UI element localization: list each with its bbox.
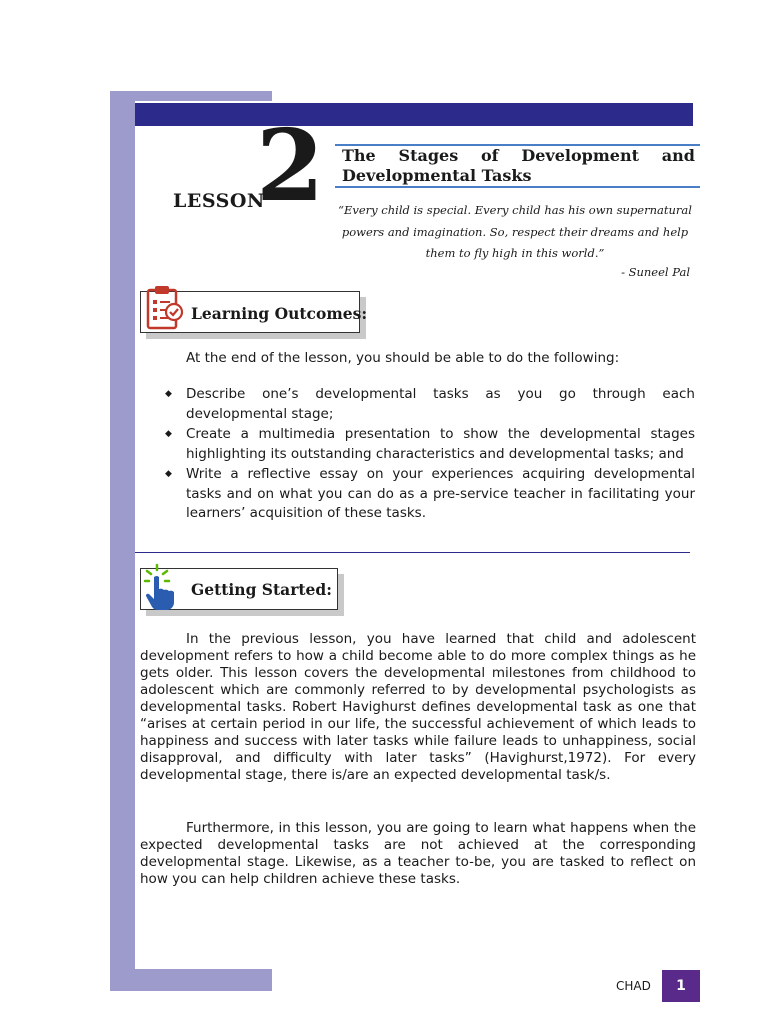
body-paragraph: In the previous lesson, you have learned that child and adolescent development refers to how a child become able to do more complex things as he gets older. This lesson covers the developmental milestones from childhood to adolescent which are commonly referred to by developmental psychologists as developmental tasks. Robert Havighurst defines developmental task as one that “arises at certain period in our life, the successful achievement of which leads to happiness and success with later tasks while failure leads to unhappiness, social disapproval, and difficulty with later tasks” (Havighurst,1972). For every developmental stage, there is/are an expected developmental task/s. [140,631,696,783]
title-line-2: Developmental Tasks [342,166,532,185]
title-word: Stages [398,146,459,165]
body-paragraph: Furthermore, in this lesson, you are going to learn what happens when the expected developmental tasks are not achieved at the corresponding developmental stage. Likewise, as a teacher to-be, you are tasked to reflect on how you can help children achieve these tasks. [140,820,696,887]
lesson-title [342,146,695,186]
outcomes-list [165,385,695,525]
title-word: The [342,146,376,165]
footer-label: CHAD [616,979,651,993]
title-word: Development [521,146,639,165]
title-rule-bottom [335,186,700,188]
list-item: ◆ Describe one’s developmental tasks as you go through each developmental stage; [165,385,695,424]
list-item: ◆ Write a reflective essay on your experiences acquiring developmental tasks and on what you can do as a pre-service teacher in facilitating your learners’ acquisition of these tasks. [165,465,695,524]
list-item: ◆ Create a multimedia presentation to show the developmental stages highlighting its outstanding characteristics and developmental tasks; and [165,425,695,464]
clipboard-checklist-icon [144,284,184,336]
epigraph-quote: “Every child is special. Every child has his own supernatural powers and imagination. So, respect their dreams and help them to fly high in this world.” [338,203,692,260]
title-word: and [661,146,695,165]
section-divider [135,552,690,553]
lesson-number: 2 [256,109,325,224]
pointing-hand-icon [143,563,185,615]
header-bar [135,103,693,126]
title-word: of [481,146,499,165]
quote-author: - Suneel Pal [621,265,690,279]
learning-outcomes-heading: Learning Outcomes: [191,304,368,323]
getting-started-heading: Getting Started: [191,580,332,599]
lesson-label: LESSON [173,190,265,212]
outcomes-intro: At the end of the lesson, you should be able to do the following: [186,350,620,366]
page-number-badge: 1 [662,970,700,1002]
